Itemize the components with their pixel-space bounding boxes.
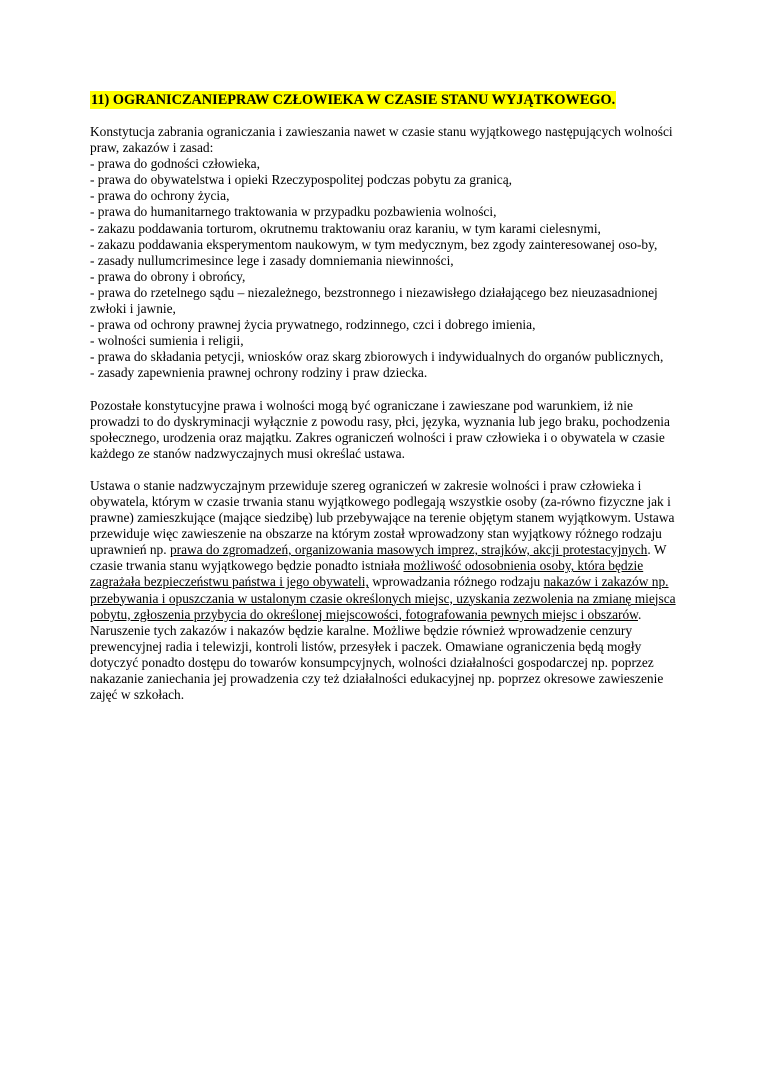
document-page: [90, 91, 680, 703]
section-title: 11) OGRANICZANIEPRAW CZŁOWIEKA W CZASIE STANU WYJĄTKOWEGO.: [91, 92, 616, 108]
intro-block: [90, 124, 680, 382]
list-item: - prawa od ochrony prawnej życia prywatnego, rodzinnego, czci i dobrego imienia,: [90, 317, 536, 333]
list-item: - prawa do ochrony życia,: [90, 188, 230, 204]
list-item: - prawa do obrony i obrońcy,: [90, 268, 246, 284]
paragraph-restrictions: Pozostałe konstytucyjne prawa i wolności mogą być ograniczane i zawieszane pod warunkiem, iż nie prowadzi to do dyskryminacji wyłącznie z powodu rasy, płci, języka, wyznania lub jego braku, pochodzenia społecznego, urodzenia oraz majątku. Zakres ograniczeń wolności i praw człowieka i o obywatela w czasie każdego ze stanów nadzwyczajnych musi określać ustawa.: [90, 397, 670, 461]
list-item: - prawa do godności człowieka,: [90, 156, 260, 172]
list-item: - zasady zapewnienia prawnej ochrony rodziny i praw dziecka.: [90, 365, 428, 381]
list-item: - prawa do składania petycji, wniosków oraz skarg zbiorowych i indywidualnych do organów publicznych,: [90, 349, 664, 365]
paragraph-text: Ustawa o stanie nadzwyczajnym przewiduje szereg ograniczeń w zakresie wolności i praw człowieka i obywatela, którym w czasie trwania stanu wyjątkowego podlegają wszystkie osoby (za-równo fizyczne jak i prawne) zamieszkujące (mające siedzibę) lub przebywające na terenie objętym stanem wyjątkowym. Ustawa przewiduje więc zawieszenie na obszarze na którym został wprowadzony stan wyjątkowy różnego rodzaju uprawnień np.: [90, 477, 675, 558]
list-item: - zakazu poddawania torturom, okrutnemu traktowaniu oraz karaniu, w tym karami cielesnymi,: [90, 220, 601, 236]
list-item: - zasady nullumcrimesince lege i zasady domniemania niewinności,: [90, 252, 454, 268]
underlined-text: prawa do zgromadzeń, organizowania masowych imprez, strajków, akcji protestacyjnych: [169, 542, 648, 558]
underlined-text: możliwość odosobnienia osoby, która będzie zagrażała bezpieczeństwu państwa i jego obywateli,: [90, 558, 644, 590]
list-item: - prawa do rzetelnego sądu – niezależnego, bezstronnego i niezawisłego działającego bez nieuzasadnionej zwłoki i jawnie,: [90, 284, 658, 317]
list-item: - prawa do obywatelstwa i opieki Rzeczypospolitej podczas pobytu za granicą,: [90, 172, 513, 188]
paragraph-text: wprowadzania różnego rodzaju: [368, 574, 544, 590]
list-item: - wolności sumienia i religii,: [90, 333, 244, 349]
list-item: - zakazu poddawania eksperymentom naukowym, w tym medycznym, bez zgody zainteresowanej oso-by,: [90, 236, 658, 252]
protected-rights-list: [90, 156, 680, 381]
paragraph-emergency-act: [90, 478, 680, 703]
underlined-text: nakazów i zakazów np. przebywania i opuszczania w ustalonym czasie określonych miejsc, uzyskania zezwolenia na zmianę miejsca pobytu, zgłoszenia przybycia do określonej miejscowości, fotografowania pewnych miejsc i obszarów: [90, 574, 676, 622]
paragraph-text: . Naruszenie tych zakazów i nakazów będzie karalne. Możliwe będzie również wprowadzenie cenzury prewencyjnej radia i telewizji, kontroli listów, przesyłek i paczek. Omawiane ograniczenia będą mogły dotyczyć ponadto dostępu do towarów konsumpcyjnych, wolności działalności gospodarczej np. poprzez nakazanie zaniechania jej prowadzenia czy też działalności edukacyjnej np. poprzez okresowe zawieszenie zajęć w szkołach.: [90, 606, 664, 703]
paragraph-text: . W czasie trwania stanu wyjątkowego będzie ponadto istniała: [90, 542, 667, 574]
intro-text: Konstytucja zabrania ograniczania i zawieszania nawet w czasie stanu wyjątkowego następujących wolności praw, zakazów i zasad:: [90, 124, 673, 156]
list-item: - prawa do humanitarnego traktowania w przypadku pozbawienia wolności,: [90, 204, 497, 220]
